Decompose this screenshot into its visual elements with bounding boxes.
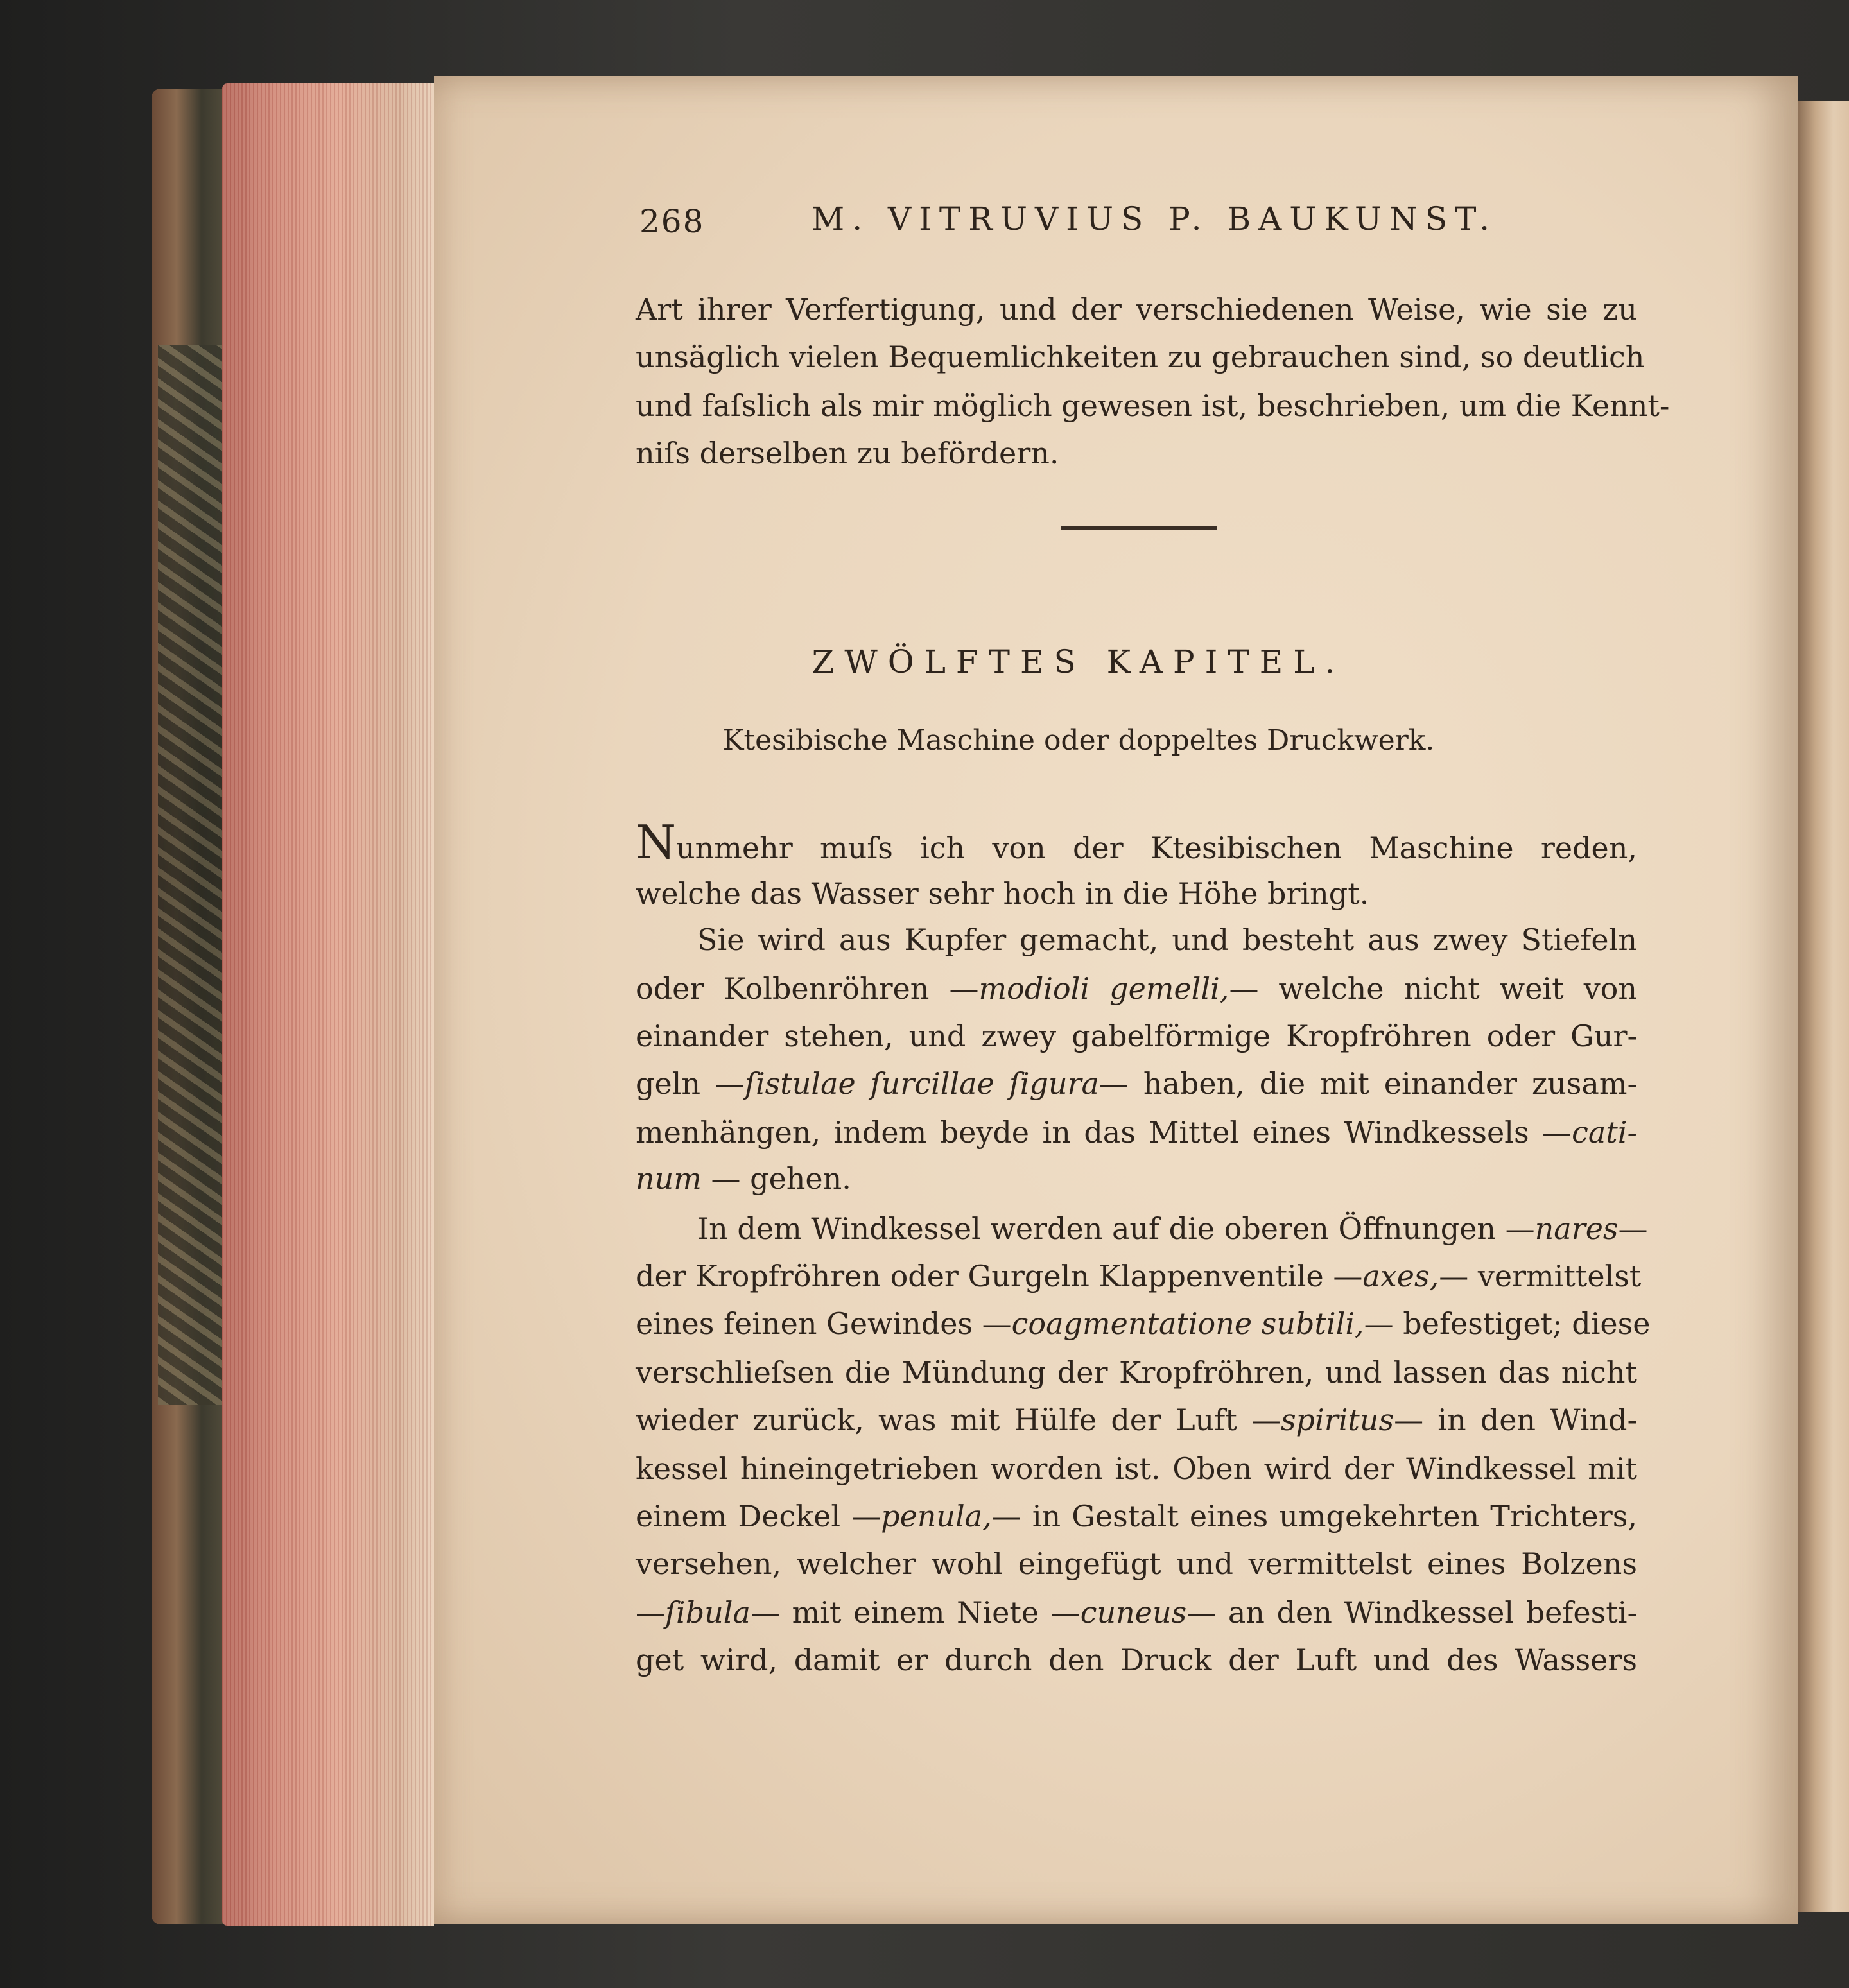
intro-line-3: und faſslich als mir möglich gewesen ist, beschrieben, um die Kennt- [636, 388, 1670, 423]
intro-line-2: unsäglich vielen Bequemlichkeiten zu gebrauchen sind, so deutlich [636, 340, 1645, 374]
page-header [639, 200, 1498, 249]
page-number: 268 [639, 203, 705, 240]
running-head: M. VITRUVIUS P. BAUKUNST. [812, 200, 1498, 238]
body-line-13: wieder zurück, was mit Hülfe der Luft —spiritus— in den Wind- [636, 1403, 1637, 1437]
body-line-9: In dem Windkessel werden auf die oberen Öffnungen —nares— [697, 1211, 1648, 1246]
drop-cap: N [636, 815, 676, 869]
body-line-14: kessel hineingetrieben worden ist. Oben wird der Windkessel mit [636, 1451, 1637, 1486]
intro-line-4: niſs derselben zu befördern. [636, 436, 1059, 471]
body-line-15: einem Deckel —penula,— in Gestalt eines umgekehrten Trichters, [636, 1499, 1637, 1534]
marbled-cover-paper [158, 345, 229, 1405]
body-line-16: versehen, welcher wohl eingefügt und vermittelst eines Bolzens [636, 1546, 1637, 1581]
body-line-8: num — gehen. [636, 1161, 851, 1196]
body-line-18: get wird, damit er durch den Druck der Luft und des Wassers [636, 1643, 1637, 1677]
body-line-17: —ſibula— mit einem Niete —cuneus— an den Windkessel befesti- [636, 1595, 1637, 1630]
body-line-4: oder Kolbenröhren —modioli gemelli,— welche nicht weit von [636, 971, 1638, 1006]
body-line-7: menhängen, indem beyde in das Mittel eines Windkessels —cati- [636, 1115, 1637, 1150]
body-line-11: eines feinen Gewindes —coagmentatione subtili,— befestiget; diese [636, 1306, 1651, 1341]
body-line-12: verschlieſsen die Mündung der Kropfröhren, und lassen das nicht [636, 1355, 1637, 1390]
body-line-10: der Kropfröhren oder Gurgeln Klappenventile —axes,— vermittelst [636, 1259, 1642, 1293]
body-line-6: geln —ſistulae ſurcillae ſigura— haben, die mit einander zusam- [636, 1066, 1637, 1101]
section-divider-rule [1061, 526, 1217, 530]
intro-line-1: Art ihrer Verfertigung, und der verschiedenen Weise, wie sie zu [636, 292, 1637, 327]
body-line-2: welche das Wasser sehr hoch in die Höhe bringt. [636, 876, 1369, 911]
body-line-3: Sie wird aus Kupfer gemacht, und besteht aus zwey Stiefeln [697, 922, 1637, 957]
page-edges-red [222, 83, 434, 1926]
chapter-subtitle: Ktesibische Maschine oder doppeltes Druckwerk. [722, 724, 1435, 757]
body-line-1: Nunmehr muſs ich von der Ktesibischen Maschine reden, [636, 815, 1637, 869]
chapter-title: ZWÖLFTES KAPITEL. [812, 643, 1346, 680]
body-line-5: einander stehen, und zwey gabelförmige Kropfröhren oder Gur- [636, 1019, 1637, 1053]
book-gutter [1798, 101, 1849, 1912]
